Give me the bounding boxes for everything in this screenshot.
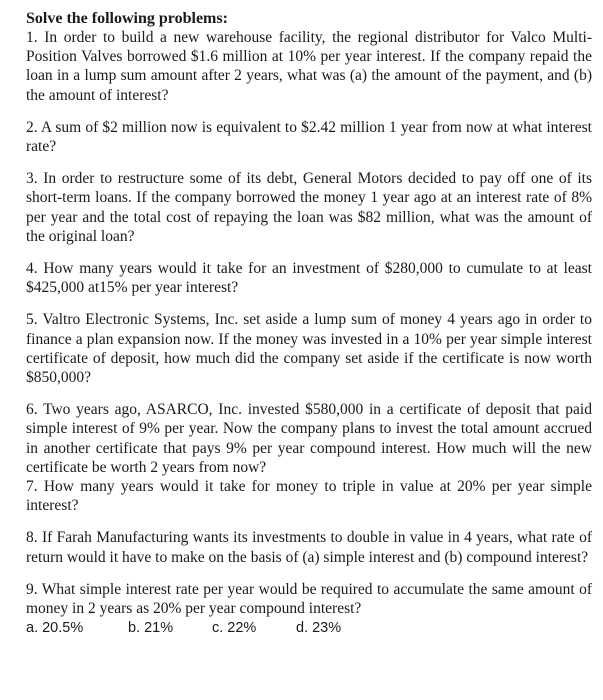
problem-9: 9. What simple interest rate per year would be required to accumulate the same amount of money in 2 years as 20% per year compound interest? (26, 580, 592, 618)
problem-4: 4. How many years would it take for an investment of $280,000 to cumulate to at least $425,000 at15% per year interest? (26, 260, 592, 297)
spacer (26, 246, 592, 259)
problem-sheet (26, 9, 592, 638)
spacer (26, 567, 592, 580)
spacer (26, 156, 592, 169)
answer-options (26, 619, 592, 638)
problem-2: 2. A sum of $2 million now is equivalent to $2.42 million 1 year from now at what interest rate? (26, 118, 592, 156)
option-a: a. 20.5% (26, 620, 84, 637)
problem-7: 7. How many years would it take for money to triple in value at 20% per year simple interest? (26, 478, 592, 515)
spacer (26, 515, 592, 528)
problem-8: 8. If Farah Manufacturing wants its investments to double in value in 4 years, what rate of return would it have to make on the basis of (a) simple interest and (b) compound interest? (26, 529, 592, 566)
spacer (26, 297, 592, 310)
option-b: b. 21% (128, 620, 174, 637)
problem-6: 6. Two years ago, ASARCO, Inc. invested $580,000 in a certificate of deposit that paid simple interest of 9% per year. Now the company plans to invest the total amount accrued in another certificate that pays 9% per year compound interest. How much will the new certificate be worth 2 years from now? (26, 401, 592, 476)
option-c: c. 22% (212, 620, 257, 637)
option-d: d. 23% (296, 620, 342, 637)
problem-5: 5. Valtro Electronic Systems, Inc. set aside a lump sum of money 4 years ago in order to finance a plan expansion now. If the money was invested in a 10% per year simple interest certificate of deposit, how much did the company set aside if the certificate is now worth $850,000? (26, 311, 592, 387)
problem-1: 1. In order to build a new warehouse facility, the regional distributor for Valco Multi-Position Valves borrowed $1.6 million at 10% per year interest. If the company repaid the loan in a lump sum amount after 2 years, what was (a) the amount of the payment, and (b) the amount of interest? (26, 29, 592, 104)
problem-3: 3. In order to restructure some of its debt, General Motors decided to pay off one of its short-term loans. If the company borrowed the money 1 year ago at an interest rate of 8% per year and the total cost of repaying the loan was $82 million, what was the amount of the original loan? (26, 170, 592, 245)
spacer (26, 387, 592, 400)
spacer (26, 105, 592, 118)
page-title: Solve the following problems: (26, 10, 228, 27)
